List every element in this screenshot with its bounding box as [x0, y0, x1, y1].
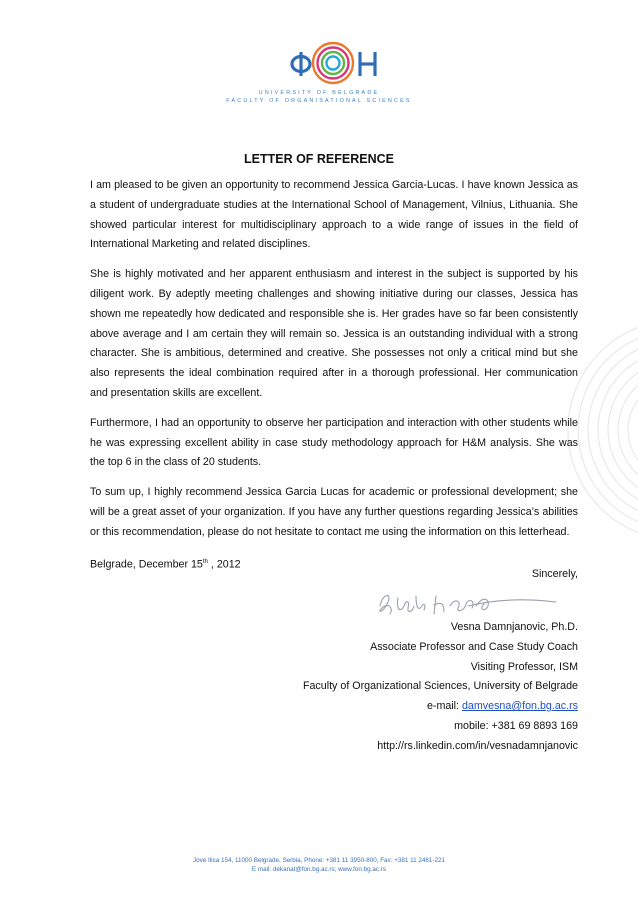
footer-address: Jove Ilica 154, 11000 Belgrade, Serbia, Phone: +381 11 3950-800, Fax: +381 11 2461-221 [192, 857, 446, 864]
signatory-email-line [250, 697, 578, 717]
date-prefix: Belgrade, December 15 [90, 558, 203, 571]
signatory-mobile: mobile: +381 69 8893 169 [454, 719, 578, 732]
signatory-faculty: Faculty of Organizational Sciences, University of Belgrade [302, 680, 578, 693]
email-label: e-mail: [426, 700, 462, 713]
faculty-name: FACULTY OF ORGANISATIONAL SCIENCES [226, 98, 412, 104]
signatory-name: Vesna Damnjanovic, Ph.D. [450, 621, 578, 633]
date-ordinal: th [202, 558, 208, 565]
letter-body [90, 176, 578, 575]
paragraph-2: She is highly motivated and her apparent enthusiasm and interest in the subject is supported by his diligent work. By adeptly meeting challenges and showing initiative during our classes, Jessica has shown me repeatedly how dedicated and responsible she is. Her grades have so far been consistently above average and I am certain they will remain so. Jessica is an outstanding individual with a strong character. She is ambitious, determined and creative. She possesses not only a critical mind but she also represents the ideal combination required after in a thorough professional. Her communication and presentation skills are excellent. [90, 268, 578, 399]
closing: Sincerely, [531, 568, 578, 580]
paragraph-3: Furthermore, I had an opportunity to observe her participation and interaction with other students while he was expressing excellent ability in case study methodology approach for H&M analysis. She was the top 6 in the class of 20 students. [90, 416, 578, 469]
footer-contact: E mail: dekanat@fon.bg.ac.rs; www.fon.bg.ac.rs [251, 866, 387, 873]
email-link[interactable]: damvesna@fon.bg.ac.rs [461, 700, 578, 713]
logo-letter-n [360, 52, 375, 76]
paragraph-4: To sum up, I highly recommend Jessica Garcia Lucas for academic or professional development; she will be a great asset of your organization. If you have any further questions regarding Jessica’s abilities or this recommendation, please do not hesitate to contact me using the information on this letterhead. [90, 486, 578, 538]
logo-rings [313, 43, 353, 83]
signatory-linkedin: http://rs.linkedin.com/in/vesnadamnjanovic [377, 739, 578, 752]
fon-logo [284, 38, 380, 88]
signatory-visiting: Visiting Professor, ISM [470, 660, 578, 673]
handwritten-signature [372, 586, 562, 620]
paragraph-1: I am pleased to be given an opportunity to recommend Jessica Garcia-Lucas. I have known Jessica as a student of undergraduate studies at the International School of Management, Vilnius, Lithuania. She showed particular interest for multidisciplinary approach to a wide range of issues in the field of International Marketing and related disciplines. [90, 179, 578, 251]
letter-title: LETTER OF REFERENCE [243, 152, 394, 166]
logo-letter-f [292, 52, 310, 76]
signatory-title: Associate Professor and Case Study Coach [370, 640, 578, 653]
university-name: UNIVERSITY OF BELGRADE [258, 90, 380, 96]
signatory-block [250, 618, 578, 757]
date-year: , 2012 [207, 558, 241, 571]
